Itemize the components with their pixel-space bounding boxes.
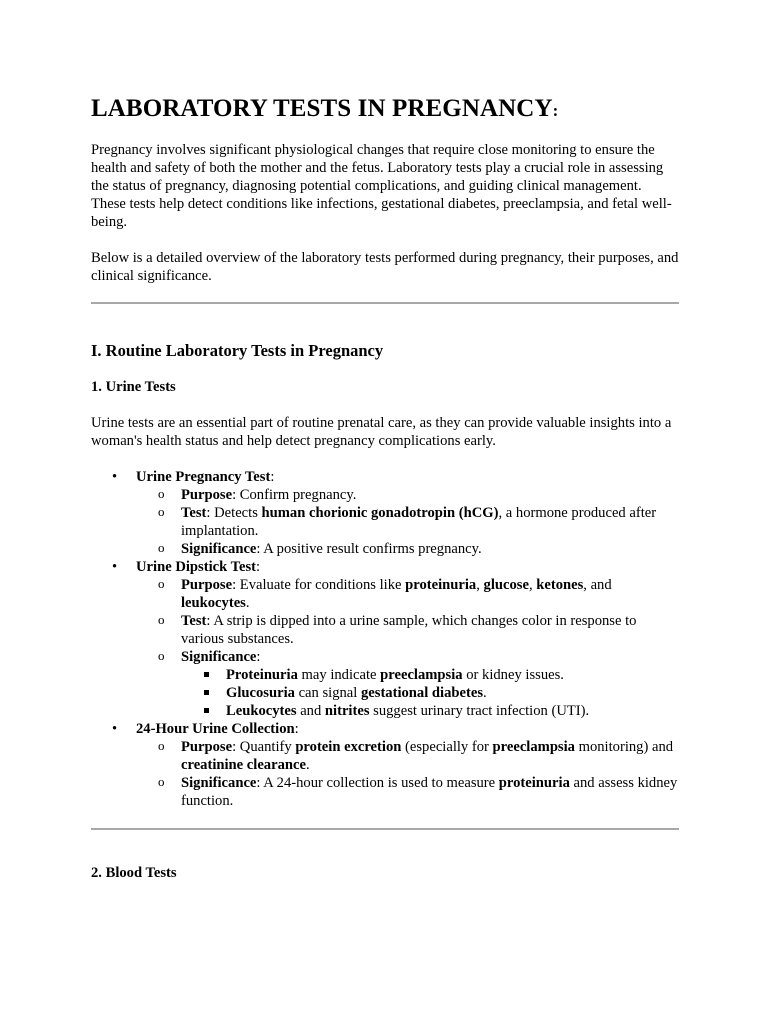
divider bbox=[91, 828, 679, 830]
circle-bullet-icon: o bbox=[158, 504, 165, 519]
label: Test bbox=[181, 505, 207, 521]
subsection-heading-blood: 2. Blood Tests bbox=[91, 865, 177, 881]
bold-term: Leukocytes bbox=[226, 703, 297, 719]
sublist bbox=[136, 576, 679, 720]
bold-term: leukocytes bbox=[181, 595, 246, 611]
list-item-24-hour-urine-collection: • 24-Hour Urine Collection: o Purpose: Quantify protein excretion (especially for preeclampsia monitoring) and creatinine clearance. o Significance: A 24-hour collection is used to measure proteinuria and assess kidney function. bbox=[112, 721, 678, 809]
document-content bbox=[91, 92, 679, 882]
bold-term: ketones bbox=[536, 577, 584, 593]
text: may indicate bbox=[297, 667, 381, 683]
page-title bbox=[91, 92, 679, 128]
text: . bbox=[305, 757, 310, 773]
square-bullet-icon bbox=[204, 690, 209, 695]
sublist-item-purpose bbox=[136, 486, 679, 504]
overview-paragraph: Below is a detailed overview of the laboratory tests performed during pregnancy, their purposes, and clinical significance. bbox=[91, 250, 679, 284]
bullet-icon: • bbox=[112, 559, 118, 575]
bold-term: preeclampsia bbox=[492, 739, 575, 755]
text: can signal bbox=[294, 685, 361, 701]
sublist-item-purpose bbox=[136, 738, 679, 774]
label: Significance bbox=[181, 775, 257, 791]
label: Significance bbox=[181, 541, 257, 557]
bold-term: Glucosuria bbox=[226, 685, 295, 701]
significance-item bbox=[181, 684, 679, 702]
bold-term: gestational diabetes bbox=[360, 685, 484, 701]
text: suggest urinary tract infection (UTI). bbox=[369, 703, 590, 719]
text: , bbox=[528, 577, 537, 593]
sublist-item-test bbox=[136, 504, 679, 540]
circle-bullet-icon: o bbox=[158, 648, 165, 663]
item-title: 24-Hour Urine Collection bbox=[136, 721, 295, 737]
page-title-colon: : bbox=[552, 101, 559, 120]
page-title-text: LABORATORY TESTS IN PREGNANCY bbox=[91, 95, 553, 122]
sublist-item-significance bbox=[136, 774, 679, 810]
text: : A positive result confirms pregnancy. bbox=[256, 541, 482, 557]
text: : Detects bbox=[206, 505, 262, 521]
label: Test bbox=[181, 613, 207, 629]
square-bullet-icon bbox=[204, 708, 209, 713]
text: : Confirm pregnancy. bbox=[232, 487, 357, 503]
circle-bullet-icon: o bbox=[158, 576, 165, 591]
subsection-heading-urine: 1. Urine Tests bbox=[91, 379, 176, 395]
significance-item bbox=[181, 702, 679, 720]
urine-intro-paragraph: Urine tests are an essential part of routine prenatal care, as they can provide valuable insights into a woman's health status and help detect pregnancy complications early. bbox=[91, 415, 672, 449]
intro-paragraph: Pregnancy involves significant physiological changes that require close monitoring to ensure the health and safety of both the mother and the fetus. Laboratory tests play a crucial role in assessing the status of pregnancy, diagnosing potential complications, and guiding clinical management. These tests help detect conditions like infections, gestational diabetes, preeclampsia, and fetal well-being. bbox=[91, 142, 672, 230]
circle-bullet-icon: o bbox=[158, 774, 165, 789]
circle-bullet-icon: o bbox=[158, 486, 165, 501]
label: Purpose bbox=[181, 577, 233, 593]
text: , and bbox=[583, 577, 612, 593]
label: Significance bbox=[181, 649, 257, 665]
text: . bbox=[483, 685, 487, 701]
sublist-item-test bbox=[136, 612, 679, 648]
significance-item bbox=[181, 666, 679, 684]
text: , a hormone produced after implantation. bbox=[181, 505, 657, 539]
item-title: Urine Pregnancy Test bbox=[136, 469, 271, 485]
text: . bbox=[245, 595, 250, 611]
circle-bullet-icon: o bbox=[158, 612, 165, 627]
square-bullet-icon bbox=[204, 672, 209, 677]
bold-term: preeclampsia bbox=[380, 667, 463, 683]
list-item-urine-pregnancy-test: • Urine Pregnancy Test: o Purpose: Confirm pregnancy. o Test: Detects human chorionic gonadotropin (hCG), a hormone produced after implantation. o Significance: A positive result confirms pregnancy. bbox=[91, 468, 679, 558]
text: , bbox=[476, 577, 484, 593]
text: : Evaluate for conditions like bbox=[232, 577, 406, 593]
text: : A strip is dipped into a urine sample, which changes color in response to various substances. bbox=[181, 613, 637, 647]
sublist bbox=[136, 738, 679, 810]
bold-term: Proteinuria bbox=[226, 667, 298, 683]
text: and bbox=[296, 703, 325, 719]
text: and assess kidney function. bbox=[181, 775, 678, 809]
bold-term: proteinuria bbox=[498, 775, 570, 791]
circle-bullet-icon: o bbox=[158, 738, 165, 753]
item-title: Urine Dipstick Test bbox=[136, 559, 257, 575]
bold-term: nitrites bbox=[324, 703, 370, 719]
sublist-item-significance bbox=[136, 540, 679, 558]
bullet-icon: • bbox=[112, 721, 118, 737]
bold-term: proteinuria bbox=[405, 577, 477, 593]
text: : Quantify bbox=[232, 739, 296, 755]
bold-term: glucose bbox=[483, 577, 529, 593]
bullet-icon: • bbox=[112, 469, 118, 485]
list-item-urine-dipstick-test: • Urine Dipstick Test: o Purpose: Evaluate for conditions like proteinuria, glucose, ketones, and leukocytes. o Test: A strip is dipped into a urine sample, which changes color in response to various substances. o Significance: Proteinuria may indicate preeclampsia or kidney issues. Glucosuria can signal gestational diabetes. Leukocytes and nitrites suggest urinary tract infection (UTI). bbox=[91, 558, 679, 720]
label: Purpose bbox=[181, 739, 233, 755]
text: (especially for bbox=[401, 739, 493, 755]
section-heading-routine: I. Routine Laboratory Tests in Pregnancy bbox=[91, 341, 384, 360]
text: monitoring) and bbox=[574, 739, 674, 755]
label: Purpose bbox=[181, 487, 233, 503]
bold-term: creatinine clearance bbox=[181, 757, 306, 773]
text: : bbox=[256, 649, 261, 665]
bold-term: human chorionic gonadotropin (hCG) bbox=[261, 505, 499, 521]
urine-tests-list bbox=[91, 468, 679, 810]
sublist-item-purpose bbox=[136, 576, 679, 612]
circle-bullet-icon: o bbox=[158, 540, 165, 555]
text: : A 24-hour collection is used to measure bbox=[256, 775, 499, 791]
sublist-item-significance bbox=[136, 648, 679, 720]
sublist bbox=[136, 486, 679, 558]
text: or kidney issues. bbox=[462, 667, 564, 683]
bold-term: protein excretion bbox=[295, 739, 402, 755]
significance-sublist bbox=[181, 666, 679, 720]
divider bbox=[91, 302, 679, 304]
